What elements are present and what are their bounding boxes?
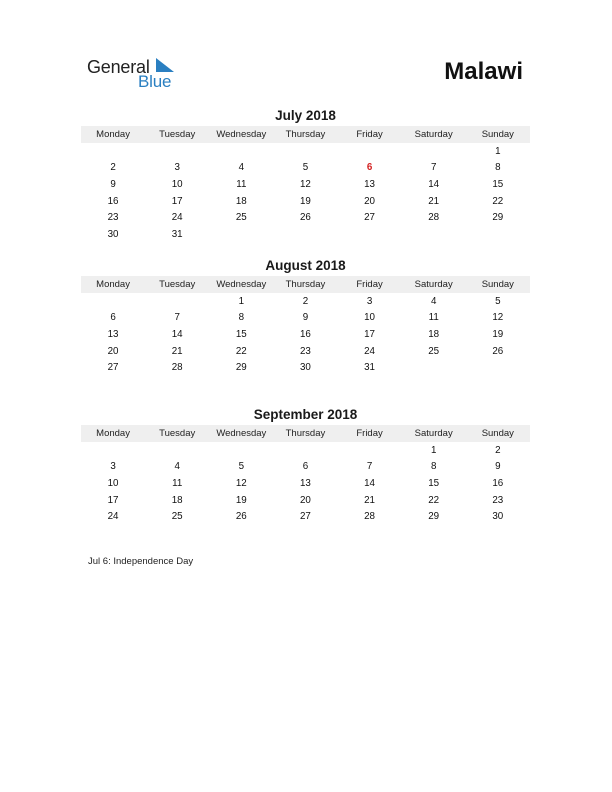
day-cell: 26	[235, 511, 247, 523]
day-cell: 8	[238, 312, 245, 324]
day-cell: 3	[174, 162, 180, 174]
day-cell: 10	[107, 477, 119, 489]
weekday-label: Saturday	[414, 129, 453, 140]
day-cell: 17	[364, 328, 376, 340]
day-cell: 13	[364, 178, 376, 190]
day-cell: 25	[171, 511, 183, 523]
week-row	[81, 226, 530, 243]
day-cell: 14	[364, 477, 376, 489]
day-cell: 2	[110, 162, 116, 174]
day-cell: 15	[492, 178, 504, 190]
day-cell: 8	[495, 162, 501, 174]
holiday-notes	[88, 556, 193, 567]
day-cell: 30	[492, 511, 504, 523]
week-row	[81, 310, 530, 327]
day-cell: 11	[172, 477, 183, 489]
day-cell: 15	[235, 328, 247, 340]
holiday-note: Jul 6: Independence Day	[88, 556, 194, 567]
day-cell: 12	[235, 477, 247, 489]
month-july	[81, 107, 530, 243]
day-cell: 17	[171, 195, 183, 207]
day-cell: 16	[299, 328, 311, 340]
day-cell: 18	[235, 195, 247, 207]
day-cell: 2	[495, 444, 501, 456]
month-september	[81, 406, 530, 525]
week-row	[81, 459, 530, 476]
day-cell: 23	[299, 345, 311, 357]
day-cell: 22	[428, 494, 440, 506]
day-cell: 18	[171, 494, 183, 506]
day-cell: 15	[428, 477, 440, 489]
day-cell: 27	[364, 212, 376, 224]
day-cell: 4	[430, 295, 437, 307]
day-cell: 27	[299, 511, 311, 523]
day-cell: 1	[430, 444, 437, 456]
day-cell: 19	[492, 328, 504, 340]
day-cell: 17	[107, 494, 119, 506]
month-title: September 2018	[253, 407, 358, 422]
day-cell: 5	[302, 162, 309, 174]
weekday-label: Saturday	[414, 279, 453, 290]
day-cell: 28	[364, 511, 376, 523]
month-august	[81, 257, 530, 376]
day-cell: 24	[364, 345, 376, 357]
day-cell: 28	[171, 362, 183, 374]
day-cell: 12	[492, 312, 504, 324]
week-row	[81, 193, 530, 210]
day-cell: 7	[366, 461, 373, 473]
country-title: Malawi	[444, 58, 523, 85]
day-cell: 21	[364, 494, 376, 506]
day-cell: 16	[492, 477, 504, 489]
day-cell: 23	[107, 212, 119, 224]
day-cell: 14	[171, 328, 183, 340]
day-cell: 31	[171, 228, 183, 240]
weekday-label: Friday	[356, 129, 383, 140]
day-cell: 6	[110, 312, 116, 324]
day-cell: 14	[428, 178, 440, 190]
day-cell: 1	[238, 295, 245, 307]
logo-triangle-icon	[155, 57, 175, 73]
day-cell: 13	[107, 328, 119, 340]
day-cell: 10	[364, 312, 376, 324]
weekday-label: Thursday	[285, 279, 326, 290]
day-cell: 20	[364, 195, 376, 207]
weekday-label: Monday	[96, 428, 130, 439]
day-cell: 5	[495, 295, 501, 307]
day-cell: 24	[107, 511, 119, 523]
day-cell: 22	[235, 345, 247, 357]
day-cell: 21	[428, 195, 440, 207]
day-cell: 23	[492, 494, 504, 506]
weekday-label: Tuesday	[159, 428, 196, 439]
week-row	[81, 492, 530, 509]
week-row	[81, 442, 530, 459]
day-cell: 26	[492, 345, 504, 357]
day-cell: 25	[235, 212, 247, 224]
generalblue-logo	[87, 57, 187, 93]
day-cell: 27	[107, 362, 119, 374]
weekday-label: Thursday	[285, 428, 326, 439]
day-cell: 20	[299, 494, 311, 506]
day-cell: 11	[236, 178, 247, 190]
day-cell: 12	[299, 178, 311, 190]
weekday-label: Thursday	[285, 129, 326, 140]
week-row	[81, 176, 530, 193]
weekday-label: Friday	[356, 428, 383, 439]
day-cell: 26	[299, 212, 311, 224]
weekday-header-row	[81, 276, 530, 293]
weekday-header-row	[81, 126, 530, 143]
week-row	[81, 508, 530, 525]
weekday-label: Tuesday	[159, 279, 196, 290]
day-cell: 3	[110, 461, 116, 473]
day-cell: 18	[428, 328, 440, 340]
week-row	[81, 359, 530, 376]
day-cell: 11	[428, 312, 439, 324]
weekday-label: Tuesday	[159, 129, 196, 140]
week-row	[81, 293, 530, 310]
logo-word-general: General	[87, 57, 150, 77]
day-cell: 29	[235, 362, 247, 374]
day-cell: 4	[174, 461, 180, 473]
day-cell: 30	[299, 362, 311, 374]
day-cell: 1	[495, 145, 501, 157]
month-title: August 2018	[265, 258, 346, 273]
week-row	[81, 143, 530, 160]
day-cell: 6	[366, 162, 373, 174]
weekday-label: Sunday	[481, 129, 514, 140]
weekday-label: Sunday	[481, 279, 514, 290]
weekday-label: Wednesday	[216, 129, 267, 140]
day-cell: 4	[238, 162, 245, 174]
day-cell: 30	[107, 228, 119, 240]
day-cell: 25	[428, 345, 440, 357]
day-cell: 31	[364, 362, 376, 374]
week-row	[81, 475, 530, 492]
weekday-label: Friday	[356, 279, 383, 290]
day-cell: 19	[299, 195, 311, 207]
day-cell: 8	[430, 461, 437, 473]
week-row	[81, 326, 530, 343]
weekday-header-row	[81, 425, 530, 442]
month-title: July 2018	[275, 108, 336, 123]
week-row	[81, 160, 530, 177]
week-row	[81, 343, 530, 360]
day-cell: 2	[302, 295, 309, 307]
day-cell: 6	[302, 461, 309, 473]
day-cell: 24	[171, 212, 183, 224]
day-cell: 7	[174, 312, 180, 324]
day-cell: 22	[492, 195, 504, 207]
day-cell: 28	[428, 212, 440, 224]
day-cell: 9	[302, 312, 309, 324]
day-cell: 10	[171, 178, 183, 190]
weekday-label: Monday	[96, 129, 130, 140]
day-cell: 20	[107, 345, 119, 357]
week-row	[81, 209, 530, 226]
day-cell: 3	[366, 295, 373, 307]
day-cell: 29	[492, 212, 504, 224]
day-cell: 13	[299, 477, 311, 489]
day-cell: 29	[428, 511, 440, 523]
day-cell: 19	[235, 494, 247, 506]
logo-word-blue: Blue	[138, 72, 172, 91]
day-cell: 9	[110, 178, 116, 190]
weekday-label: Wednesday	[216, 279, 267, 290]
day-cell: 7	[430, 162, 437, 174]
day-cell: 21	[171, 345, 183, 357]
weekday-label: Wednesday	[216, 428, 267, 439]
weekday-label: Saturday	[414, 428, 453, 439]
day-cell: 16	[107, 195, 119, 207]
day-cell: 9	[495, 461, 501, 473]
day-cell: 5	[238, 461, 245, 473]
weekday-label: Sunday	[481, 428, 514, 439]
weekday-label: Monday	[96, 279, 130, 290]
